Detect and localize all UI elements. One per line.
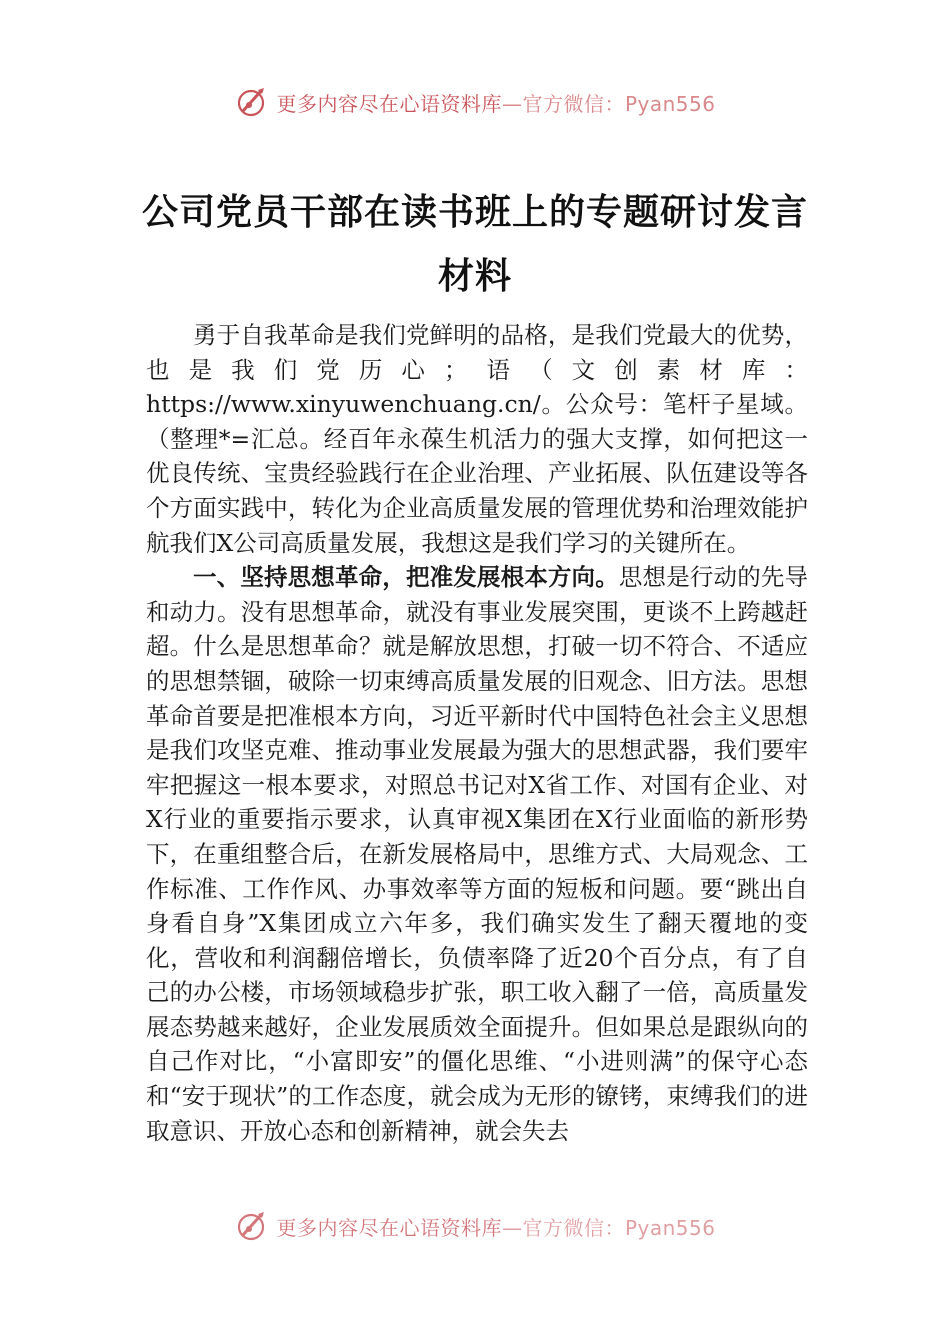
- watermark-text: 更多内容尽在心语资料库: [276, 1215, 502, 1240]
- pen-logo-icon: [234, 84, 270, 120]
- watermark-text: 更多内容尽在心语资料库: [276, 91, 502, 116]
- title-line-2: 材料: [437, 255, 512, 297]
- title-line-1: 公司党员干部在读书班上的专题研讨发言: [141, 191, 808, 233]
- pen-logo-icon: [234, 1208, 270, 1244]
- document-title: [120, 180, 830, 308]
- intro-paragraph: 勇于自我革命是我们党鲜明的品格，是我们党最大的优势，也是我们党历心；语（文创素材库：https://www.xinyuwenchuang.cn/。公众号：笔杆子星域。（整理*=汇总。经百年永葆生机活力的强大支撑，如何把这一优良传统、宝贵经验践行在企业治理、产业拓展、队伍建设等各个方面实践中，转化为企业高质量发展的管理优势和治理效能护航我们X公司高质量发展，我想这是我们学习的关键所在。: [146, 321, 808, 557]
- watermark-tail: —官方微信：Pyan556: [501, 1215, 716, 1240]
- watermark-tail: —官方微信：Pyan556: [501, 91, 716, 116]
- watermark-header: [0, 82, 950, 122]
- document-body: [146, 318, 808, 1148]
- section-1-body: 思想是行动的先导和动力。没有思想革命，就没有事业发展突围，更谈不上跨越赶超。什么是思想革命？就是解放思想，打破一切不符合、不适应的思想禁锢，破除一切束缚高质量发展的旧观念、旧方法。思想革命首要是把准根本方向，习近平新时代中国特色社会主义思想是我们攻坚克难、推动事业发展最为强大的思想武器，我们要牢牢把握这一根本要求，对照总书记对X省工作、对国有企业、对X行业的重要指示要求，认真审视X集团在X行业面临的新形势下，在重组整合后，在新发展格局中，思维方式、大局观念、工作标准、工作作风、办事效率等方面的短板和问题。要“跳出自身看自身”X集团成立六年多，我们确实发生了翻天覆地的变化，营收和利润翻倍增长，负债率降了近20个百分点，有了自己的办公楼，市场领域稳步扩张，职工收入翻了一倍，高质量发展态势越来越好，企业发展质效全面提升。但如果总是跟纵向的自己作对比，“小富即安”的僵化思维、“小进则满”的保守心态和“安于现状”的工作态度，就会成为无形的镣铐，束缚我们的进取意识、开放心态和创新精神，就会失去: [146, 563, 809, 1145]
- section-1-paragraph: [146, 560, 808, 1148]
- section-1-heading: 一、坚持思想革命，把准发展根本方向。: [193, 563, 619, 592]
- watermark-footer: [0, 1206, 950, 1246]
